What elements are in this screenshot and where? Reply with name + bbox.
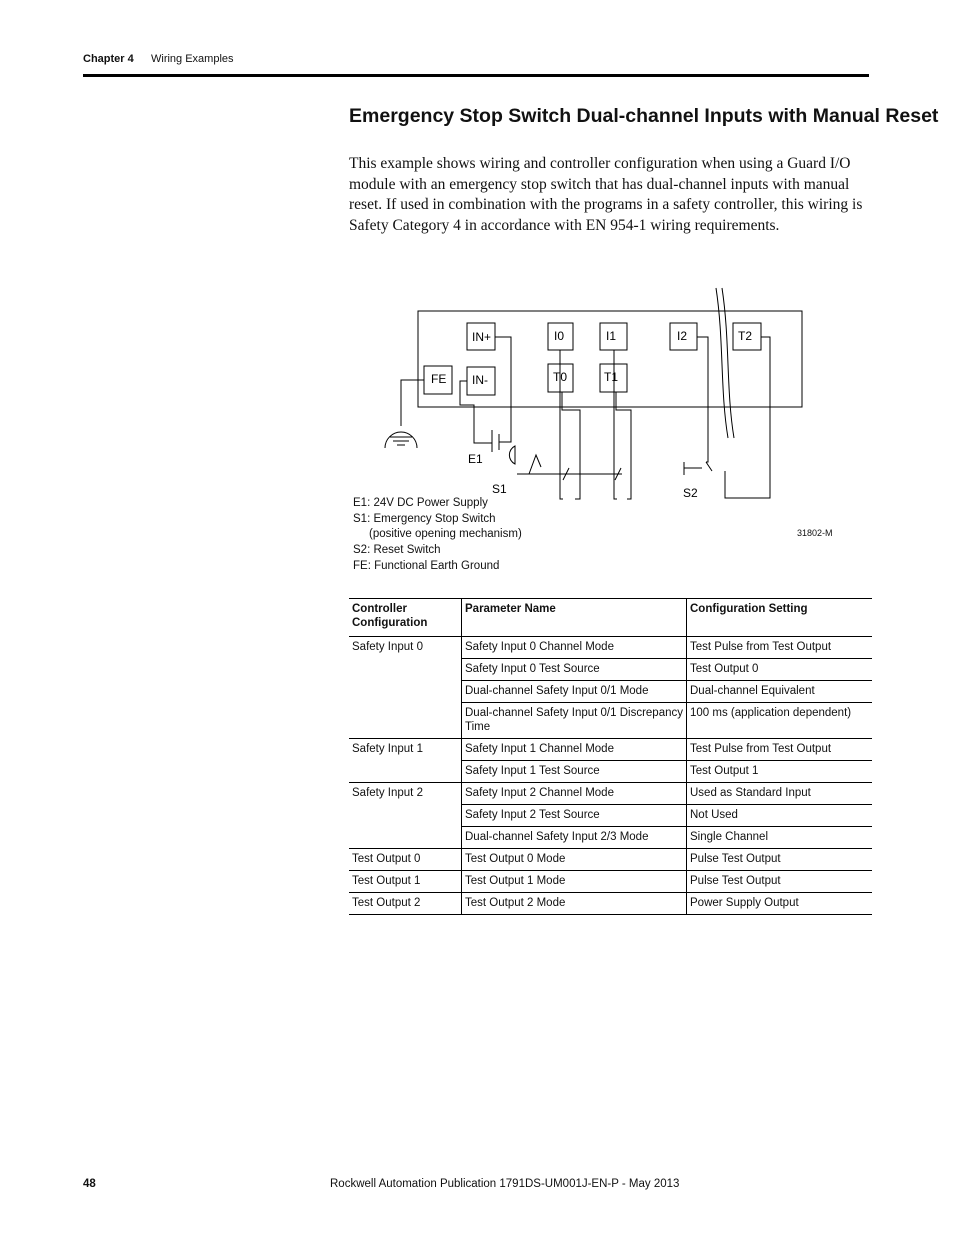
chapter-label: Chapter 4 <box>83 53 134 65</box>
fe-wire <box>401 380 424 426</box>
publication-footer: Rockwell Automation Publication 1791DS-UM001J-EN-P - May 2013 <box>330 1178 680 1190</box>
param-cell: Safety Input 0 Channel Mode <box>462 637 687 659</box>
config-cell: Test Output 2 <box>349 893 462 915</box>
table-row <box>349 849 872 871</box>
s2-contact <box>706 462 712 471</box>
setting-cell: Test Output 1 <box>687 761 873 783</box>
param-cell: Test Output 1 Mode <box>462 871 687 893</box>
terminal-i1-label: I1 <box>606 329 617 343</box>
estop-mushroom <box>509 446 515 464</box>
setting-cell: Dual-channel Equivalent <box>687 681 873 703</box>
header-parameter-name: Parameter Name <box>462 599 687 637</box>
e1-label: E1 <box>468 452 483 466</box>
wiring-diagram <box>340 280 840 520</box>
table-header-row <box>349 599 872 637</box>
setting-cell: Test Output 0 <box>687 659 873 681</box>
config-cell: Test Output 1 <box>349 871 462 893</box>
param-cell: Test Output 0 Mode <box>462 849 687 871</box>
configuration-table <box>349 598 872 915</box>
header-rule <box>83 74 869 77</box>
terminal-in-plus-label: IN+ <box>472 330 492 344</box>
section-title: Emergency Stop Switch Dual-channel Inputs with Manual Reset <box>349 105 939 127</box>
param-cell: Safety Input 1 Channel Mode <box>462 739 687 761</box>
legend-s1: S1: Emergency Stop Switch <box>353 512 496 525</box>
header-configuration-setting: Configuration Setting <box>687 599 873 637</box>
t1-wire <box>616 392 631 499</box>
table-row <box>349 739 872 761</box>
param-cell: Safety Input 2 Test Source <box>462 805 687 827</box>
table-row <box>349 871 872 893</box>
setting-cell: Test Pulse from Test Output <box>687 637 873 659</box>
table-row <box>349 783 872 805</box>
in-minus-wire <box>460 381 484 443</box>
table-row <box>349 637 872 659</box>
config-cell: Test Output 0 <box>349 849 462 871</box>
param-cell: Safety Input 0 Test Source <box>462 659 687 681</box>
legend-e1: E1: 24V DC Power Supply <box>353 497 488 509</box>
in-plus-wire <box>495 337 511 442</box>
page-header <box>83 53 234 65</box>
legend-s2: S2: Reset Switch <box>353 544 441 557</box>
intro-paragraph: This example shows wiring and controller configuration when using a Guard I/O module with an emergency stop switch that has dual-channel inputs with manual reset. If used in combination with the programs in a safety controller, this wiring is Safety Category 4 in accordance with EN 954-1 wiring requirements. <box>349 155 863 234</box>
terminal-fe-label: FE <box>431 372 447 386</box>
terminal-t0-label: T0 <box>553 370 568 384</box>
param-cell: Dual-channel Safety Input 2/3 Mode <box>462 827 687 849</box>
setting-cell: Test Pulse from Test Output <box>687 739 873 761</box>
config-cell: Safety Input 0 <box>349 637 462 739</box>
setting-cell: Not Used <box>687 805 873 827</box>
s1-label: S1 <box>492 482 507 496</box>
table-row <box>349 893 872 915</box>
param-cell: Safety Input 1 Test Source <box>462 761 687 783</box>
legend-fe: FE: Functional Earth Ground <box>353 559 500 572</box>
setting-cell: Pulse Test Output <box>687 871 873 893</box>
terminal-i2-label: I2 <box>677 329 688 343</box>
param-cell: Safety Input 2 Channel Mode <box>462 783 687 805</box>
terminal-t2-label: T2 <box>738 329 753 343</box>
t0-wire <box>562 392 580 499</box>
terminal-t1-label: T1 <box>604 370 619 384</box>
terminal-in-minus-label: IN- <box>472 373 488 387</box>
i2-wire <box>697 337 708 462</box>
setting-cell: Single Channel <box>687 827 873 849</box>
section-label: Wiring Examples <box>151 53 234 65</box>
param-cell: Dual-channel Safety Input 0/1 Discrepancy Time <box>462 703 687 739</box>
diagram-legend <box>353 496 522 575</box>
param-cell: Test Output 2 Mode <box>462 893 687 915</box>
config-cell: Safety Input 2 <box>349 783 462 849</box>
terminal-i0-label: I0 <box>554 329 565 343</box>
setting-cell: Power Supply Output <box>687 893 873 915</box>
header-controller-configuration: Controller Configuration <box>349 599 462 637</box>
legend-s1-note: (positive opening mechanism) <box>369 528 522 541</box>
param-cell: Dual-channel Safety Input 0/1 Mode <box>462 681 687 703</box>
setting-cell: Pulse Test Output <box>687 849 873 871</box>
guard-io-module-box <box>418 311 802 407</box>
config-cell: Safety Input 1 <box>349 739 462 783</box>
s2-label: S2 <box>683 486 698 500</box>
setting-cell: Used as Standard Input <box>687 783 873 805</box>
page-number: 48 <box>83 1178 96 1190</box>
ground-symbol <box>385 432 417 448</box>
setting-cell: 100 ms (application dependent) <box>687 703 873 739</box>
figure-id: 31802-M <box>797 528 833 538</box>
